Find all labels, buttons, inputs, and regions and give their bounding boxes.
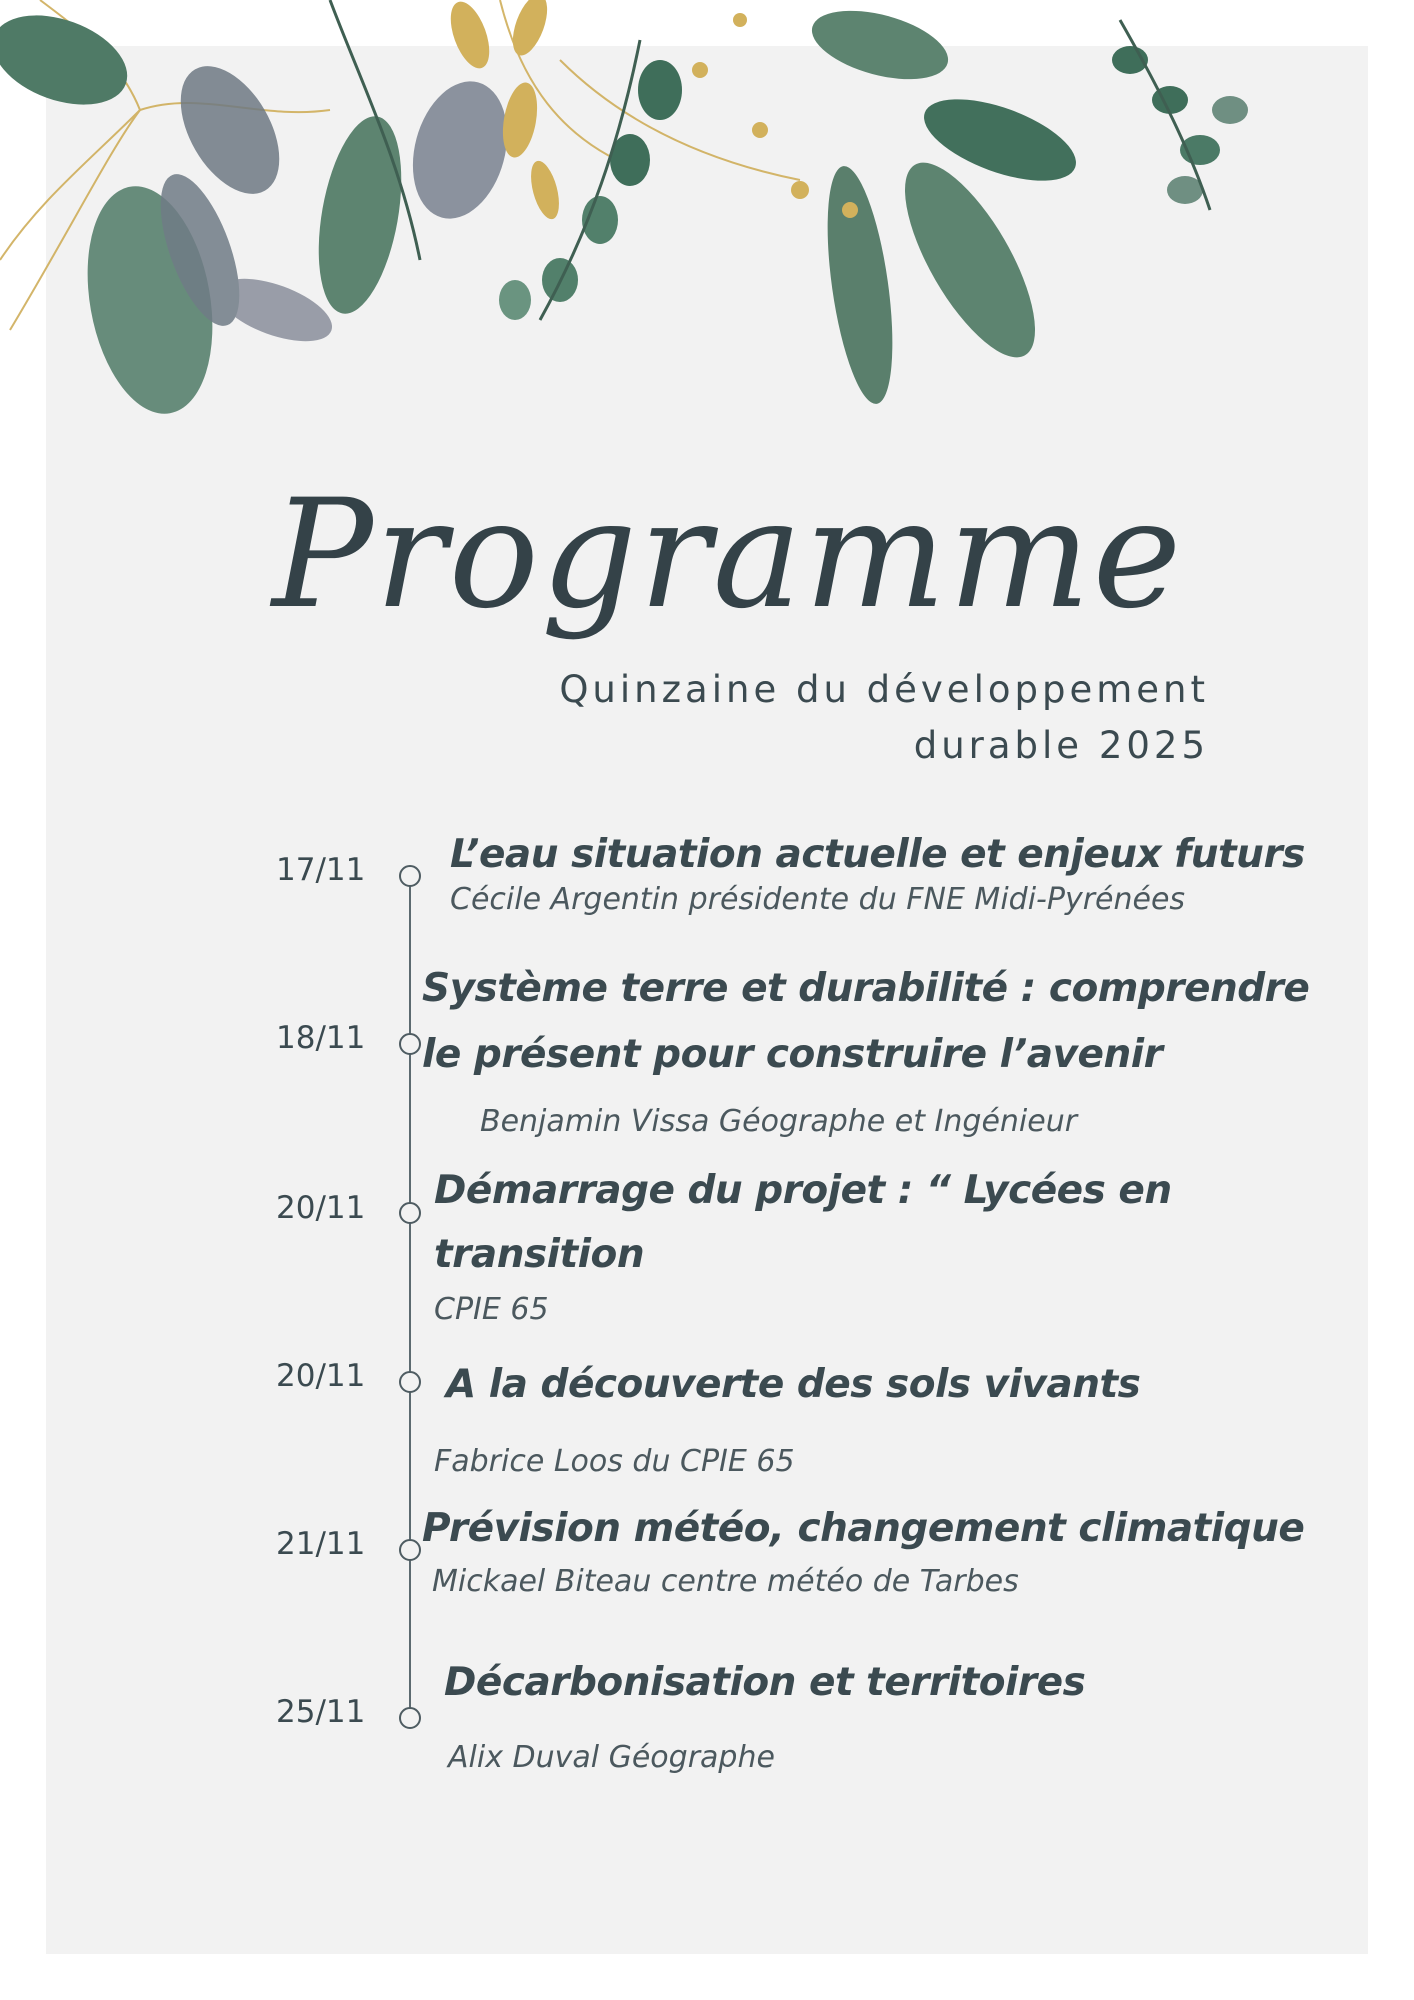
event-title: transition bbox=[434, 1232, 645, 1277]
event-date: 20/11 bbox=[276, 1358, 366, 1394]
event-title: L’eau situation actuelle et enjeux futurs bbox=[450, 832, 1305, 877]
timeline-node bbox=[399, 1707, 421, 1729]
event-date: 25/11 bbox=[276, 1694, 366, 1730]
event-title: Démarrage du projet : “ Lycées en bbox=[434, 1168, 1172, 1213]
event-speaker: CPIE 65 bbox=[434, 1292, 549, 1327]
timeline-line bbox=[409, 876, 411, 1718]
foliage-decoration bbox=[0, 0, 1414, 470]
event-speaker: Alix Duval Géographe bbox=[448, 1740, 775, 1775]
event-speaker: Mickael Biteau centre météo de Tarbes bbox=[432, 1564, 1019, 1599]
page-subtitle bbox=[449, 662, 1209, 774]
page-title: Programme bbox=[272, 468, 1184, 642]
event-date: 21/11 bbox=[276, 1526, 366, 1562]
event-speaker: Fabrice Loos du CPIE 65 bbox=[434, 1444, 795, 1479]
event-title: Décarbonisation et territoires bbox=[444, 1660, 1086, 1705]
subtitle-line-1: Quinzaine du développement bbox=[559, 668, 1209, 711]
timeline-node bbox=[399, 1202, 421, 1224]
event-date: 17/11 bbox=[276, 852, 366, 888]
event-title: A la découverte des sols vivants bbox=[446, 1362, 1141, 1407]
timeline-node bbox=[399, 1371, 421, 1393]
subtitle-line-2: durable 2025 bbox=[913, 724, 1209, 767]
timeline-node bbox=[399, 865, 421, 887]
event-date: 18/11 bbox=[276, 1020, 366, 1056]
timeline-node bbox=[399, 1539, 421, 1561]
event-speaker: Benjamin Vissa Géographe et Ingénieur bbox=[480, 1104, 1078, 1139]
event-title: le présent pour construire l’avenir bbox=[422, 1032, 1163, 1077]
event-date: 20/11 bbox=[276, 1190, 366, 1226]
event-title: Prévision météo, changement climatique bbox=[422, 1506, 1305, 1551]
event-speaker: Cécile Argentin présidente du FNE Midi-Pyrénées bbox=[450, 882, 1186, 917]
event-title: Système terre et durabilité : comprendre bbox=[422, 966, 1310, 1011]
timeline-node bbox=[399, 1033, 421, 1055]
